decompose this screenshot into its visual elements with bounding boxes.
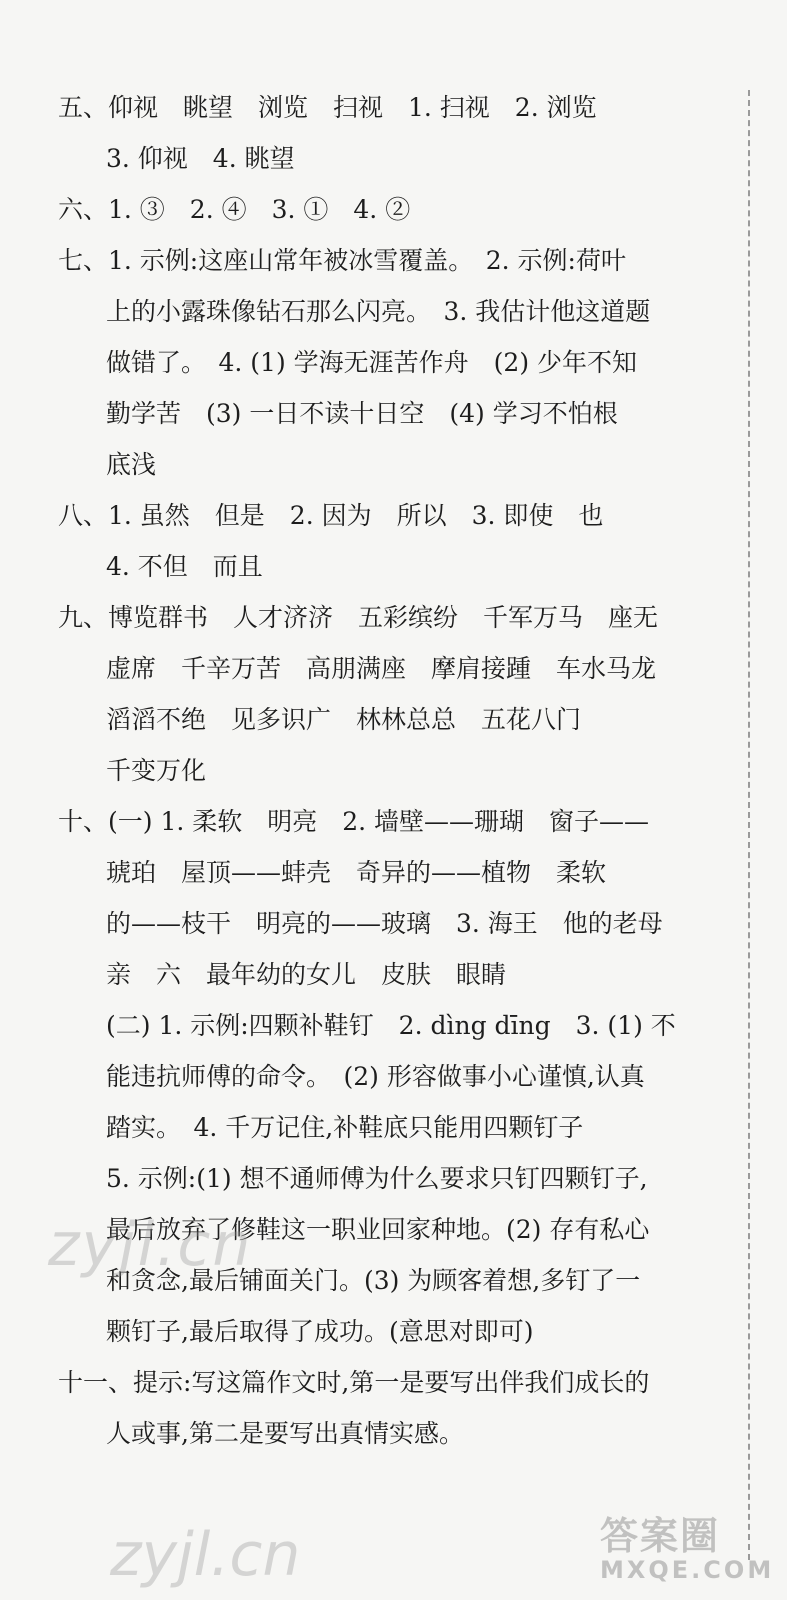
answer-section-9: [58, 592, 730, 796]
answer-line: 九、博览群书 人才济济 五彩缤纷 千军万马 座无: [58, 603, 659, 632]
answer-line: 勤学苦 (3) 一日不读十日空 (4) 学习不怕根: [106, 399, 618, 428]
answer-line: 5. 示例:(1) 想不通师傅为什么要求只钉四颗钉子,: [106, 1164, 648, 1193]
answer-line: 做错了。 4. (1) 学海无涯苦作舟 (2) 少年不知: [106, 348, 638, 377]
answer-line: 的——枝干 明亮的——玻璃 3. 海王 他的老母: [106, 909, 663, 938]
answer-section-6: [58, 184, 730, 235]
watermark-text: zyjl.cn: [48, 1210, 253, 1280]
answer-line: 踏实。 4. 千万记住,补鞋底只能用四颗钉子: [106, 1113, 584, 1142]
answer-line: 4. 不但 而且: [106, 552, 263, 581]
answer-line: 底浅: [106, 450, 157, 479]
dashed-cut-line: [748, 90, 750, 1560]
answer-line: 八、1. 虽然 但是 2. 因为 所以 3. 即使 也: [58, 501, 604, 530]
answer-line: (二) 1. 示例:四颗补鞋钉 2. dìng dīng 3. (1) 不: [106, 1011, 676, 1040]
answer-line: 能违抗师傅的命令。 (2) 形容做事小心谨慎,认真: [106, 1062, 645, 1091]
answer-line: 六、1. ③ 2. ④ 3. ① 4. ②: [58, 195, 411, 224]
answer-line: 上的小露珠像钻石那么闪亮。 3. 我估计他这道题: [106, 297, 651, 326]
watermark-logo: [600, 1505, 775, 1590]
answer-line: 滔滔不绝 见多识广 林林总总 五花八门: [106, 705, 582, 734]
answer-section-8: [58, 490, 730, 592]
answer-line: 颗钉子,最后取得了成功。(意思对即可): [106, 1317, 534, 1346]
answer-line: 十一、提示:写这篇作文时,第一是要写出伴我们成长的: [58, 1368, 650, 1397]
answer-line: 亲 六 最年幼的女儿 皮肤 眼睛: [106, 960, 507, 989]
answer-line: 和贪念,最后铺面关门。(3) 为顾客着想,多钉了一: [106, 1266, 641, 1295]
answer-line: 五、仰视 眺望 浏览 扫视 1. 扫视 2. 浏览: [58, 93, 597, 122]
answer-section-5: [58, 82, 730, 184]
answer-line: 虚席 千辛万苦 高朋满座 摩肩接踵 车水马龙: [106, 654, 657, 683]
answer-line: 千变万化: [106, 756, 207, 785]
answer-section-7: [58, 235, 730, 490]
watermark-text: zyjl.cn: [110, 1520, 301, 1590]
answer-line: 人或事,第二是要写出真情实感。: [106, 1419, 464, 1448]
answer-section-11: [58, 1357, 730, 1459]
answer-line: 七、1. 示例:这座山常年被冰雪覆盖。 2. 示例:荷叶: [58, 246, 626, 275]
logo-subtitle: MXQE.COM: [600, 1556, 775, 1584]
answer-line: 琥珀 屋顶——蚌壳 奇异的——植物 柔软: [106, 858, 607, 887]
answer-line: 3. 仰视 4. 眺望: [106, 144, 295, 173]
logo-title: 答案圈: [600, 1514, 721, 1558]
answer-line: 十、(一) 1. 柔软 明亮 2. 墙壁——珊瑚 窗子——: [58, 807, 650, 836]
answer-line: 最后放弃了修鞋这一职业回家种地。(2) 存有私心: [106, 1215, 650, 1244]
